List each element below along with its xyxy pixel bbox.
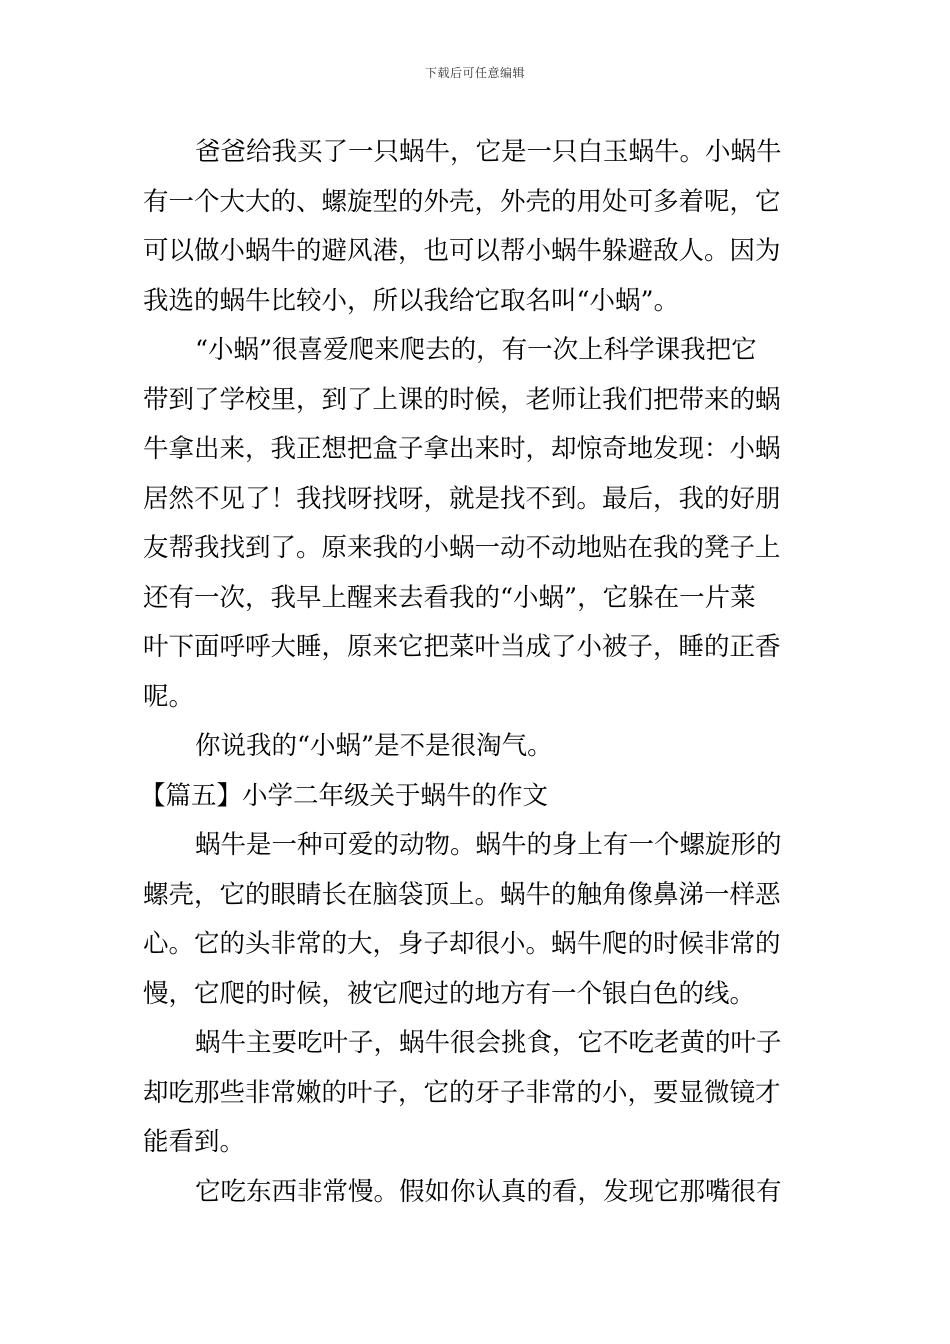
text-line: 居然不见了！我找呀找呀，就是找不到。最后，我的好朋	[143, 483, 781, 514]
text-line: 带到了学校里，到了上课的时候，老师让我们把带来的蜗	[143, 384, 781, 415]
text-line: 有一个大大的、螺旋型的外壳，外壳的用处可多着呢，它	[143, 186, 781, 217]
text-line: 你说我的“小蜗”是不是很淘气。	[195, 731, 553, 761]
text-line: 却吃那些非常嫩的叶子，它的牙子非常的小，要显微镜才	[143, 1077, 781, 1108]
text-line: 爸爸给我买了一只蜗牛，它是一只白玉蜗牛。小蜗牛	[195, 137, 782, 167]
page-header: 下载后可任意编辑	[424, 66, 525, 80]
text-line: 还有一次，我早上醒来去看我的“小蜗”，它躲在一片菜	[143, 582, 756, 613]
text-line: 螺壳，它的眼睛长在脑袋顶上。蜗牛的触角像鼻涕一样恶	[143, 879, 781, 910]
text-line: 蜗牛是一种可爱的动物。蜗牛的身上有一个螺旋形的	[195, 830, 782, 860]
text-line: 友帮我找到了。原来我的小蜗一动不动地贴在我的凳子上	[143, 533, 781, 563]
text-line: 叶下面呼呼大睡，原来它把菜叶当成了小被子，睡的正香	[143, 632, 781, 662]
text-line: 可以做小蜗牛的避风港，也可以帮小蜗牛躲避敌人。因为	[143, 236, 781, 266]
text-line: 能看到。	[143, 1127, 246, 1157]
text-line: 我选的蜗牛比较小，所以我给它取名叫“小蜗”。	[143, 285, 680, 316]
text-line: 慢，它爬的时候，被它爬过的地方有一个银白色的线。	[143, 978, 756, 1009]
text-line: 呢。	[143, 681, 195, 712]
text-line: 心。它的头非常的大，身子却很小。蜗牛爬的时候非常的	[143, 929, 781, 959]
document-body	[140, 128, 811, 1217]
text-line: 它吃东西非常慢。假如你认真的看，发现它那嘴很有	[195, 1176, 782, 1207]
text-line: 牛拿出来，我正想把盒子拿出来时，却惊奇地发现：小蜗	[143, 434, 781, 464]
text-line: 蜗牛主要吃叶子，蜗牛很会挑食，它不吃老黄的叶子	[195, 1028, 782, 1058]
text-line: “小蜗”很喜爱爬来爬去的，有一次上科学课我把它	[195, 335, 757, 365]
section-title: 【篇五】小学二年级关于蜗牛的作文	[140, 780, 549, 811]
